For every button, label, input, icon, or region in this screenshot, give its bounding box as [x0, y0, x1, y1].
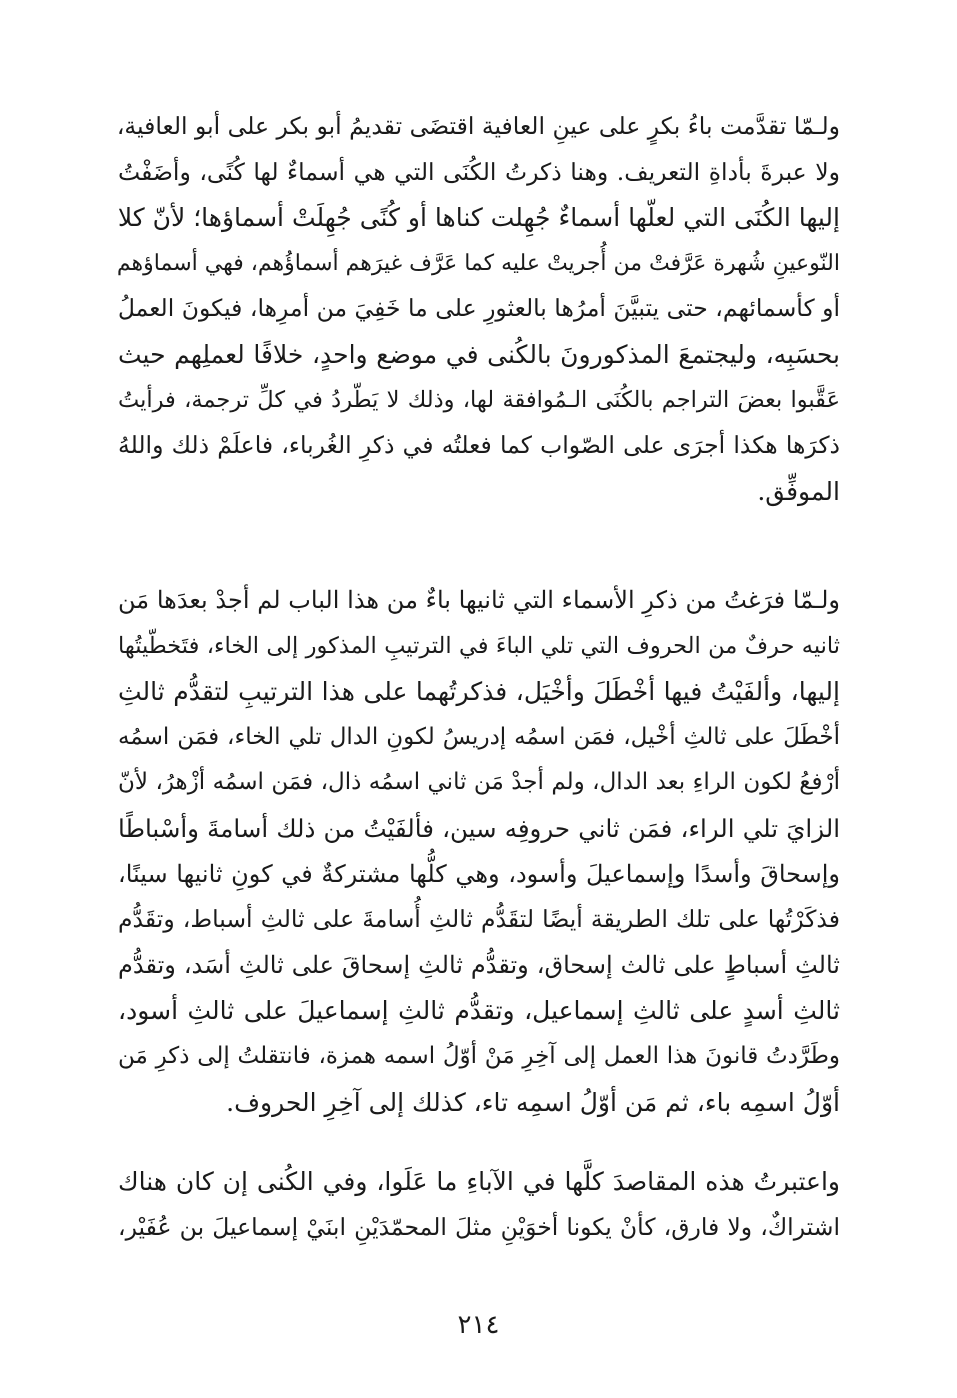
text-line: فذكَرْتُها على تلك الطريقة أيضًا لتقَدُّم ثالثِ أُسامةَ على ثالثِ أسباط، وتقَدُّم: [118, 905, 840, 934]
text-line: وطَرَّدتُ قانونَ هذا العمل إلى آخِرِ مَنْ أوّلُ اسمه همزة، فانتقلتُ إلى ذكرِ مَن: [118, 1042, 840, 1069]
text-line: واعتبرتُ هذه المقاصدَ كلَّها في الآباءِ ما عَلَوا، وفي الكُنى إن كان هناك: [118, 1167, 840, 1196]
text-line: ثانيه حرفٌ من الحروف التي تلي الباءَ في الترتيبِ المذكور إلى الخاء، فتَخطّيتُها: [118, 632, 840, 659]
text-line: أخْطَلَ على ثالثِ أخْيل، فمَن اسمُه إدريسُ لكونِ الدال تلي الخاء، فمَن اسمُه: [118, 723, 840, 750]
text-line: ولا عبرةَ بأداةِ التعريف. وهنا ذكرتُ الكُنَى التي هي أسماءٌ لها كُنًى، وأضَفْتُ: [118, 157, 840, 186]
text-line: أوّلُ اسمِه باء، ثم مَن أوّلُ اسمِه تاء، كذلك إلى آخِرِ الحروف.: [226, 1087, 840, 1117]
page-number: ٢١٤: [457, 1310, 500, 1340]
text-line: بحسَبِه، وليجتمعَ المذكورونَ بالكُنى في موضع واحدٍ، خلافًا لعملِهم حيث: [118, 339, 840, 369]
text-line: إليها الكُنَى التي لعلّها أسماءٌ جُهِلت كناها أو كُنًى جُهِلَتْ أسماؤها؛ لأنّ كلا: [117, 203, 840, 233]
text-line: اشتراكٌ، ولا فارق، كأنْ يكونا أخوَيْنِ مثلَ المحمّدَيْنِ ابنَيْ إسماعيلَ بن عُفَيْر،: [118, 1212, 840, 1241]
paragraph-2: [118, 578, 840, 1125]
text-line: ذكرَها هكذا أجرَى على الصّواب كما فعلتُه في ذكرِ الغُرباء، فاعلَمْ ذلك واللهُ: [118, 431, 840, 460]
text-line: إليها، وألفَيْتُ فيها أخْطَلَ وأخْيَل، فذكرتُهما على هذا الترتيبِ لتقدُّم ثالثِ: [118, 677, 840, 707]
paragraph-3: [118, 1159, 840, 1250]
text-line: ولـمّا فرَغتُ من ذكرِ الأسماء التي ثانيها باءٌ من هذا الباب لم أجدْ بعدَها مَن: [118, 586, 840, 614]
text-line: ثالثِ أسدٍ على ثالثِ إسماعيل، وتقدُّم ثالثِ إسماعيلَ على ثالثِ أسود،: [118, 996, 840, 1026]
text-line: ثالثِ أسباطٍ على ثالث إسحاق، وتقدُّم ثالثِ إسحاقَ على ثالثِ أسَد، وتقدُّم: [118, 950, 840, 979]
text-line: ولـمّا تقدَّمت باءُ بكرٍ على عينِ العافية اقتضَى تقديمُ أبو بكر على أبو العافية،: [116, 112, 840, 140]
text-line: الزايَ تلي الراء، فمَن ثاني حروفِه سين، فألفَيْتُ من ذلك أسامةَ وأسْباطًا: [118, 813, 840, 843]
paragraph-1: [118, 104, 840, 514]
text-line: أو كأسمائهم، حتى يتبيَّنَ أمرُها بالعثورِ على ما خَفِيَ من أمرِها، فيكونَ العملُ: [117, 294, 840, 323]
text-line: الموفِّق.: [757, 476, 840, 506]
text-line: وإسحاقَ وأسدًا وإسماعيلَ وأسود، وهي كلُّها مشتركةٌ في كونِ ثانيها سينًا،: [118, 859, 840, 888]
text-line: عَقَّبوا بعضَ التراجم بالكُنَى الـمُوافقة لها، وذلك لا يَطّردُ في كلِّ ترجمة، فرأيتُ: [118, 386, 840, 413]
text-line: أرْفعُ لكون الراءِ بعد الدال، ولم أجدْ مَن ثاني اسمُه ذال، فمَن اسمُه أزْهرُ، لأنّ: [118, 769, 840, 796]
text-line: النّوعينِ شُهرة عَرَّفتْ من أُجريتْ عليه كما عَرَّف غيرَهم أسماؤُهم، فهي أسماؤهم: [116, 250, 840, 276]
